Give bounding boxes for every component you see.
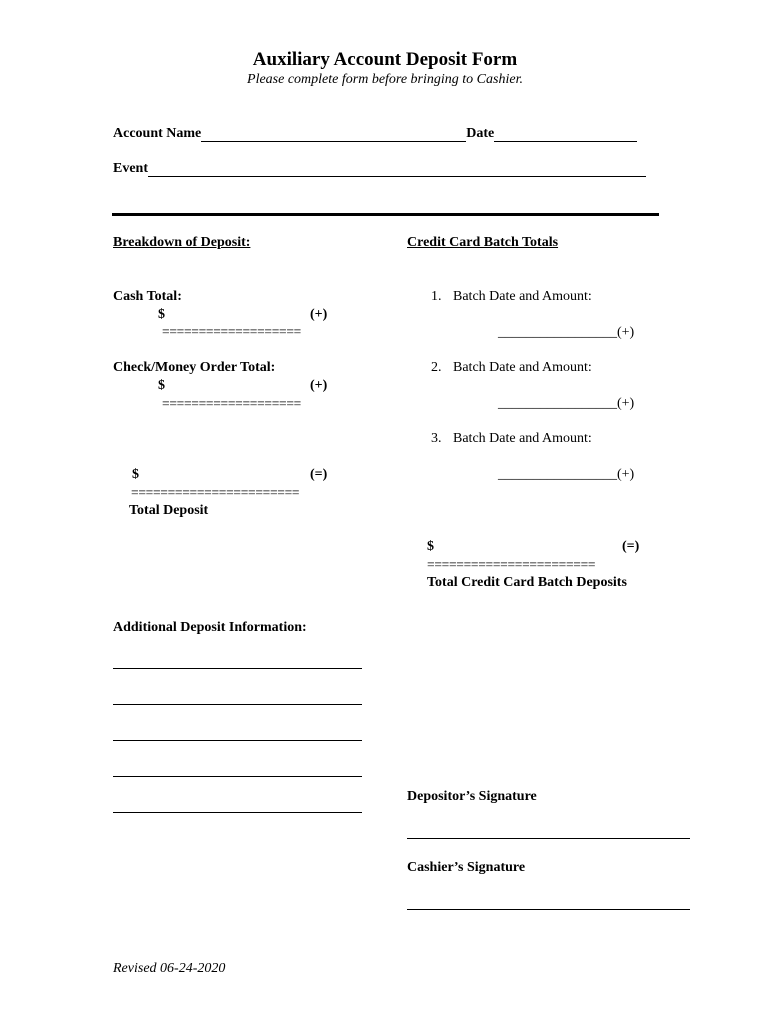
section-divider xyxy=(112,213,659,216)
credit-heading: Credit Card Batch Totals xyxy=(407,235,559,250)
event-field[interactable] xyxy=(113,161,646,177)
batch-2-number: 2. xyxy=(431,360,442,375)
credit-total-rule: ======================= xyxy=(427,557,596,572)
total-equals-sign: (=) xyxy=(310,467,328,482)
check-total-label: Check/Money Order Total: xyxy=(113,360,276,375)
depositor-signature-line[interactable] xyxy=(407,838,690,839)
batch-1-entry[interactable]: _________________(+) xyxy=(498,325,635,340)
batch-2-label: Batch Date and Amount: xyxy=(453,360,592,375)
depositor-signature-label: Depositor’s Signature xyxy=(407,789,537,804)
account-name-field[interactable] xyxy=(113,126,637,142)
account-name-label: Account Name xyxy=(113,126,202,141)
revision-date: Revised 06-24-2020 xyxy=(113,961,226,976)
breakdown-heading: Breakdown of Deposit: xyxy=(113,235,251,250)
cash-rule: =================== xyxy=(162,324,301,339)
total-rule: ======================= xyxy=(131,485,300,500)
form-subtitle: Please complete form before bringing to Cashier. xyxy=(247,72,523,87)
event-line[interactable] xyxy=(148,162,646,177)
additional-info-line[interactable] xyxy=(113,704,362,705)
credit-total-dollar-sign: $ xyxy=(427,539,434,554)
additional-info-line[interactable] xyxy=(113,812,362,813)
cashier-signature-line[interactable] xyxy=(407,909,690,910)
additional-info-line[interactable] xyxy=(113,776,362,777)
batch-3-entry[interactable]: _________________(+) xyxy=(498,467,635,482)
check-rule: =================== xyxy=(162,396,301,411)
total-dollar-sign: $ xyxy=(132,467,139,482)
batch-2-entry[interactable]: _________________(+) xyxy=(498,396,635,411)
batch-1-number: 1. xyxy=(431,289,442,304)
additional-info-line[interactable] xyxy=(113,668,362,669)
account-name-line[interactable] xyxy=(201,127,466,142)
credit-total-equals-sign: (=) xyxy=(622,539,640,554)
cashier-signature-label: Cashier’s Signature xyxy=(407,860,526,875)
additional-info-line[interactable] xyxy=(113,740,362,741)
check-dollar-sign: $ xyxy=(158,378,165,393)
batch-1-label: Batch Date and Amount: xyxy=(453,289,592,304)
check-plus-sign: (+) xyxy=(310,378,328,393)
total-deposit-label: Total Deposit xyxy=(129,503,209,518)
date-label: Date xyxy=(466,126,495,141)
date-line[interactable] xyxy=(494,127,637,142)
batch-3-label: Batch Date and Amount: xyxy=(453,431,592,446)
event-label: Event xyxy=(113,161,148,176)
batch-3-number: 3. xyxy=(431,431,442,446)
cash-total-label: Cash Total: xyxy=(113,289,182,304)
cash-plus-sign: (+) xyxy=(310,307,328,322)
cash-dollar-sign: $ xyxy=(158,307,165,322)
additional-info-heading: Additional Deposit Information: xyxy=(113,620,307,635)
form-title: Auxiliary Account Deposit Form xyxy=(252,49,518,70)
credit-total-label: Total Credit Card Batch Deposits xyxy=(427,575,627,590)
